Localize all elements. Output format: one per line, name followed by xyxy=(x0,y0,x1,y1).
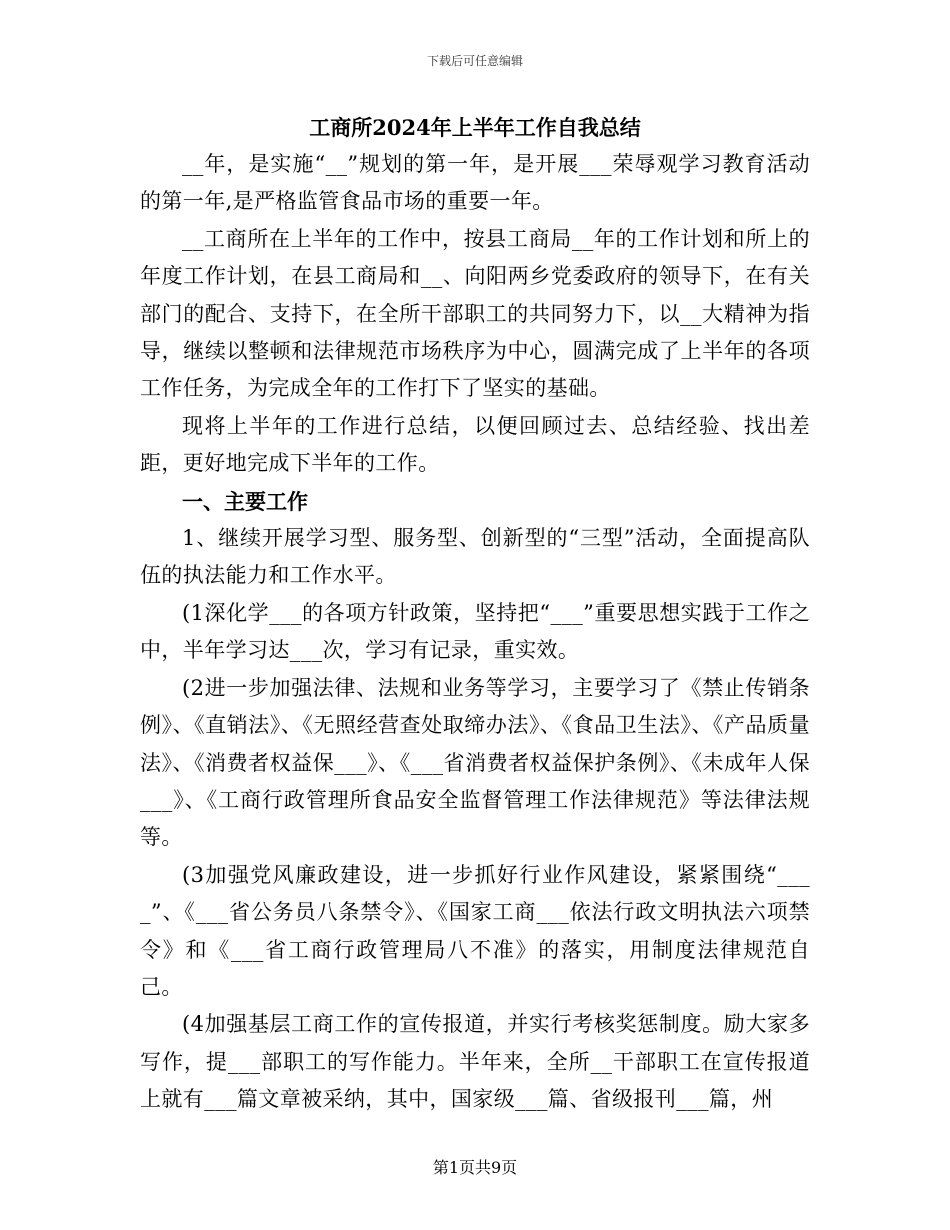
intro-paragraph-3: 现将上半年的工作进行总结，以便回顾过去、总结经验、找出差距，更好地完成下半年的工作。 xyxy=(140,413,810,476)
document-body xyxy=(140,110,810,1119)
section-paragraph-3: (2进一步加强法律、法规和业务等学习，主要学习了《禁止传销条例》、《直销法》、《无照经营查处取缔办法》、《食品卫生法》、《产品质量法》、《消费者权益保___》、《___省消费者权益保护条例》、《未成年人保___》、《工商行政管理所食品安全监督管理工作法律规范》等法律法规等。 xyxy=(140,675,810,850)
intro-paragraph-2: __工商所在上半年的工作中，按县工商局__年的工作计划和所上的年度工作计划，在县工商局和__、向阳两乡党委政府的领导下，在有关部门的配合、支持下，在全所干部职工的共同努力下，以__大精神为指导，继续以整顿和法律规范市场秩序为中心，圆满完成了上半年的各项工作任务，为完成全年的工作打下了坚实的基础。 xyxy=(140,226,810,401)
section-paragraph-1: 1、继续开展学习型、服务型、创新型的“三型”活动，全面提高队伍的执法能力和工作水平。 xyxy=(140,526,810,588)
section-paragraph-5: (4加强基层工商工作的宣传报道，并实行考核奖惩制度。励大家多写作，提___部职工的写作能力。半年来，全所__干部职工在宣传报道上就有___篇文章被采纳，其中，国家级___篇、省级报刊___篇，州 xyxy=(140,1012,810,1112)
page-indicator: 第1页共9页 xyxy=(432,1158,518,1177)
document-title: 工商所2024年上半年工作自我总结 xyxy=(309,115,641,140)
intro-paragraph-1: __年，是实施“__”规划的第一年，是开展___荣辱观学习教育活动的第一年,是严格监管食品市场的重要一年。 xyxy=(140,152,810,214)
section-paragraph-2: (1深化学___的各项方针政策，坚持把“___”重要思想实践于工作之中，半年学习达___次，学习有记录，重实效。 xyxy=(140,600,810,663)
header-note: 下载后可任意编辑 xyxy=(426,54,523,68)
section-paragraph-4: (3加强党风廉政建设，进一步抓好行业作风建设，紧紧围绕“____”、《___省公务员八条禁令》、《国家工商___依法行政文明执法六项禁令》和《___省工商行政管理局八不准》的落实，用制度法律规范自己。 xyxy=(140,862,810,999)
section-heading: 一、主要工作 xyxy=(182,488,308,514)
